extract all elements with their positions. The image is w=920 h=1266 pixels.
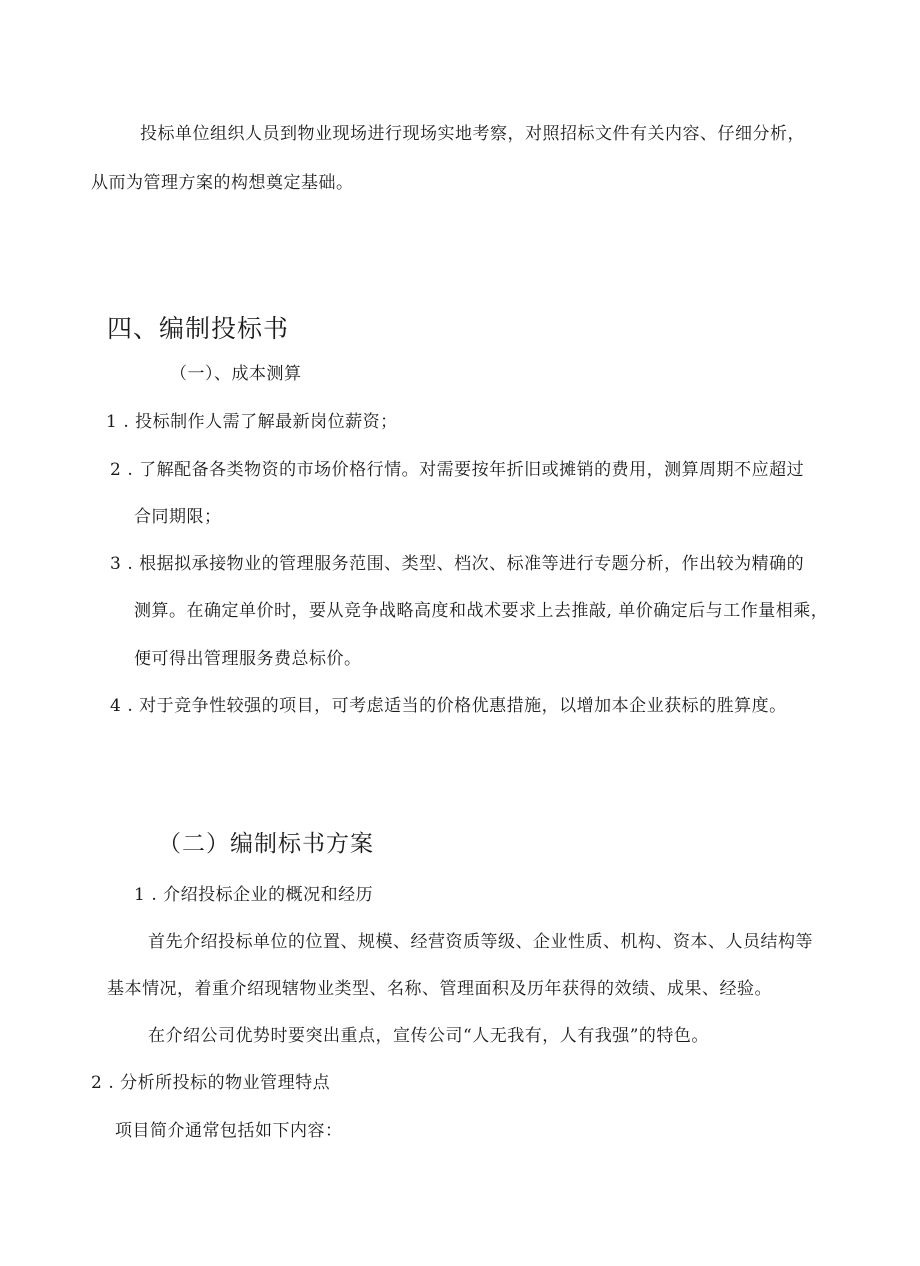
cost-item-3-continuation-2: 便可得出管理服务费总标价。: [134, 649, 362, 669]
proposal-item-1-text: . 介绍投标企业的概况和经历: [151, 885, 374, 905]
cost-item-3-number: 3: [110, 554, 122, 574]
proposal-item-2-para-1: 项目简介通常包括如下内容：: [115, 1121, 343, 1141]
cost-item-3-continuation-1: 测算。在确定单价时，要从竞争战略高度和战术要求上去推敲, 单价确定后与工作量相乘，: [134, 601, 829, 621]
proposal-item-2-number: 2: [91, 1073, 103, 1093]
cost-item-4-number: 4: [110, 696, 122, 716]
cost-item-2-number: 2: [110, 460, 122, 480]
subsection-1-title: （一）、成本测算: [170, 364, 302, 384]
intro-line-1: 投标单位组织人员到物业现场进行现场实地考察，对照招标文件有关内容、仔细分析，: [140, 124, 805, 144]
proposal-item-1-number: 1: [134, 885, 146, 905]
cost-item-4-text: . 对于竞争性较强的项目，可考虑适当的价格优惠措施，以增加本企业获标的胜算度。: [127, 696, 787, 716]
cost-item-3-text: . 根据拟承接物业的管理服务范围、类型、档次、标准等进行专题分析，作出较为精确的: [127, 554, 805, 574]
cost-item-1-text: . 投标制作人需了解最新岗位薪资；: [123, 412, 398, 432]
section-4-title: 四、编制投标书: [107, 314, 290, 343]
cost-item-2-text: . 了解配备各类物资的市场价格行情。对需要按年折旧或摊销的费用，测算周期不应超过: [127, 460, 805, 480]
proposal-item-2-text: . 分析所投标的物业管理特点: [108, 1073, 331, 1093]
cost-item-3: [110, 553, 804, 575]
cost-item-4: [110, 695, 787, 717]
proposal-item-1-para-1-line-1: 首先介绍投标单位的位置、规模、经营资质等级、企业性质、机构、资本、人员结构等: [148, 932, 813, 952]
proposal-item-1-para-2: 在介绍公司优势时要突出重点，宣传公司“人无我有，人有我强”的特色。: [148, 1026, 709, 1046]
proposal-item-2-title: [91, 1072, 330, 1094]
cost-item-1: [106, 411, 398, 433]
proposal-item-1-title: [134, 884, 373, 906]
subsection-2-title: （二）编制标书方案: [158, 831, 374, 857]
cost-item-2-continuation: 合同期限；: [134, 507, 222, 527]
cost-item-2: [110, 459, 804, 481]
intro-line-2: 从而为管理方案的构想奠定基础。: [91, 173, 354, 193]
cost-item-1-number: 1: [106, 412, 118, 432]
proposal-item-1-para-1-line-2: 基本情况，着重介绍现辖物业类型、名称、管理面积及历年获得的效绩、成果、经验。: [107, 979, 772, 999]
